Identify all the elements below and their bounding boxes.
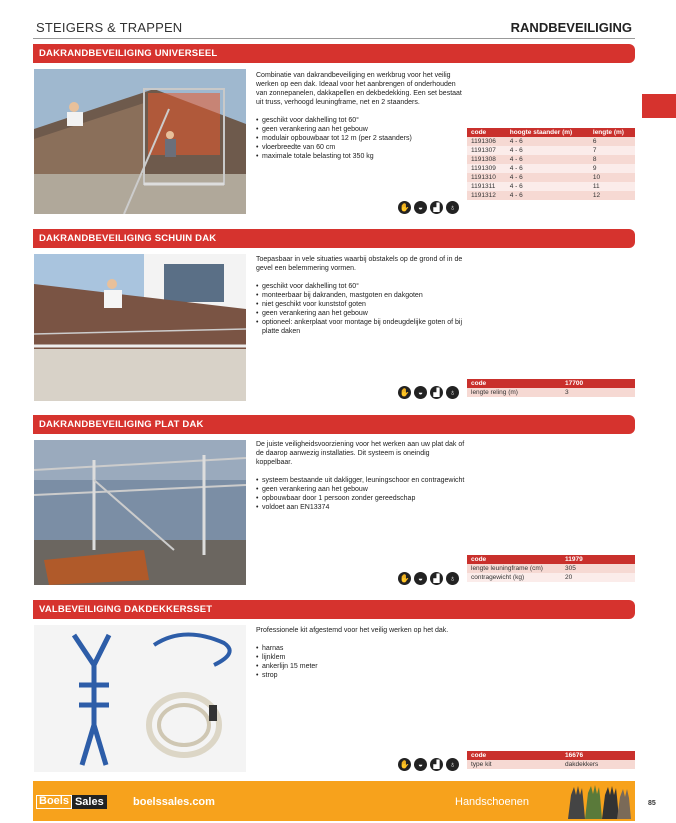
table-row (467, 182, 635, 191)
column-header: 17700 (561, 379, 635, 388)
harness-icon: ♁ (446, 572, 459, 585)
table-header-row (467, 379, 635, 388)
product-description-schuin-dak (256, 255, 466, 336)
side-tab-marker (642, 94, 676, 118)
feature-list (256, 282, 466, 336)
table-row (467, 155, 635, 164)
product-photo-universeel (34, 69, 246, 214)
description-text: De juiste veiligheidsvoorziening voor het werken aan uw plat dak of de daarop aanwezig installaties. Dit systeem is oneindig koppelbaar. (256, 441, 465, 466)
table-cell: type kit (467, 760, 561, 769)
helmet-icon: ◒ (414, 386, 427, 399)
table-cell: 8 (589, 155, 635, 164)
glove-icon: ✋ (399, 388, 410, 397)
description-text: Combinatie van dakrandbeveiliging en werkbrug voor het veilig werken op een dak. Ideaal voor het aanbrengen of onderhouden van zonnepanelen, dakkapellen en dekbedekking. Een set bestaat uit truss, verhoogd leuningframe, net en 2 staanders. (256, 72, 462, 106)
table-cell: 6 (589, 137, 635, 146)
product-photo-dakdekkersset (34, 625, 246, 772)
table-cell: 4 - 6 (506, 182, 589, 191)
table-row (467, 164, 635, 173)
description-text: Professionele kit afgestemd voor het veilig werken op het dak. (256, 627, 449, 634)
table-cell: 4 - 6 (506, 155, 589, 164)
table-row (467, 573, 635, 582)
feature-item: • strop (256, 671, 466, 680)
feature-item: • geschikt voor dakhelling tot 60° (256, 282, 466, 291)
product-photo-schuin-dak (34, 254, 246, 401)
helmet-icon: ◒ (414, 201, 427, 214)
table-row (467, 388, 635, 397)
table-cell: 4 - 6 (506, 173, 589, 182)
feature-item: • opbouwbaar door 1 persoon zonder gereedschap (256, 494, 466, 503)
feature-item: • systeem bestaande uit dakligger, leuningschoor en contragewicht (256, 476, 466, 485)
feature-item: • niet geschikt voor kunststof goten (256, 300, 466, 309)
spec-table-schuin-dak (467, 379, 635, 397)
table-cell: 11 (589, 182, 635, 191)
product-title-dakdekkersset: VALBEVEILIGING DAKDEKKERSSET (33, 600, 635, 619)
table-cell: 305 (561, 564, 635, 573)
table-row (467, 146, 635, 155)
spec-table-universeel (467, 128, 635, 200)
glove-icon: ✋ (399, 574, 410, 583)
page-number: 85 (648, 800, 656, 807)
glove-icon: ✋ (399, 760, 410, 769)
feature-item: • maximale totale belasting tot 350 kg (256, 152, 466, 161)
table-cell: 1191309 (467, 164, 506, 173)
ppe-icons (398, 758, 459, 771)
boot-icon: ▟ (430, 386, 443, 399)
table-cell: 1191308 (467, 155, 506, 164)
table-cell: 12 (589, 191, 635, 200)
ppe-icons (398, 386, 459, 399)
table-cell: 4 - 6 (506, 191, 589, 200)
column-header: 11979 (561, 555, 635, 564)
table-cell: contragewicht (kg) (467, 573, 561, 582)
spec-table-dakdekkersset (467, 751, 635, 769)
feature-item: • geschikt voor dakhelling tot 60° (256, 116, 466, 125)
table-cell: dakdekkers (561, 760, 635, 769)
feature-item: • monteerbaar bij dakranden, mastgoten en dakgoten (256, 291, 466, 300)
table-cell: 3 (561, 388, 635, 397)
table-row (467, 137, 635, 146)
column-header: lengte (m) (589, 128, 635, 137)
table-header-row (467, 555, 635, 564)
product-title-plat-dak: DAKRANDBEVEILIGING PLAT DAK (33, 415, 635, 434)
feature-item: • voldoet aan EN13374 (256, 503, 466, 512)
table-cell: lengte leuningframe (cm) (467, 564, 561, 573)
website-link[interactable]: boelssales.com (133, 796, 215, 808)
logo-part-sales: Sales (72, 795, 107, 809)
table-row (467, 564, 635, 573)
product-description-universeel (256, 71, 466, 161)
product-description-plat-dak (256, 440, 466, 512)
table-cell: 10 (589, 173, 635, 182)
product-description-dakdekkersset (256, 626, 466, 680)
category-title: STEIGERS & TRAPPEN (36, 20, 183, 35)
table-cell: 7 (589, 146, 635, 155)
table-cell: 1191312 (467, 191, 506, 200)
glove-icon: ✋ (399, 203, 410, 212)
table-cell: 1191311 (467, 182, 506, 191)
table-cell: 1191307 (467, 146, 506, 155)
logo-part-boels: Boels (36, 795, 72, 809)
table-row (467, 760, 635, 769)
column-header: 16676 (561, 751, 635, 760)
feature-item: • lijnklem (256, 653, 466, 662)
harness-icon: ♁ (446, 758, 459, 771)
table-header-row (467, 128, 635, 137)
table-cell: lengte reling (m) (467, 388, 561, 397)
helmet-icon: ◒ (414, 572, 427, 585)
section-title: RANDBEVEILIGING (510, 20, 632, 35)
column-header: code (467, 379, 561, 388)
table-cell: 9 (589, 164, 635, 173)
spec-table-plat-dak (467, 555, 635, 582)
table-cell: 4 - 6 (506, 164, 589, 173)
description-text: Toepasbaar in vele situaties waarbij obstakels op de grond of in de gevel een belemmering vormen. (256, 256, 463, 272)
feature-item: • optioneel: ankerplaat voor montage bij ondeugdelijke goten of bij platte daken (256, 318, 466, 336)
helmet-icon: ◒ (414, 758, 427, 771)
feature-list (256, 644, 466, 680)
feature-item: • ankerlijn 15 meter (256, 662, 466, 671)
table-cell: 20 (561, 573, 635, 582)
ppe-icons (398, 201, 459, 214)
table-row (467, 191, 635, 200)
header-divider (33, 38, 635, 39)
feature-item: • harnas (256, 644, 466, 653)
product-title-schuin-dak: DAKRANDBEVEILIGING SCHUIN DAK (33, 229, 635, 248)
harness-icon: ♁ (446, 386, 459, 399)
table-header-row (467, 751, 635, 760)
feature-item: • geen verankering aan het gebouw (256, 309, 466, 318)
table-cell: 1191310 (467, 173, 506, 182)
harness-icon: ♁ (446, 201, 459, 214)
table-cell: 1191306 (467, 137, 506, 146)
product-title-universeel: DAKRANDBEVEILIGING UNIVERSEEL (33, 44, 635, 63)
boels-sales-logo (36, 795, 107, 809)
feature-list (256, 476, 466, 512)
feature-item: • modulair opbouwbaar tot 12 m (per 2 staanders) (256, 134, 466, 143)
feature-item: • geen verankering aan het gebouw (256, 485, 466, 494)
column-header: code (467, 751, 561, 760)
table-cell: 4 - 6 (506, 137, 589, 146)
gloves-image (563, 783, 633, 819)
boot-icon: ▟ (430, 201, 443, 214)
boot-icon: ▟ (430, 758, 443, 771)
table-cell: 4 - 6 (506, 146, 589, 155)
feature-list (256, 116, 466, 161)
product-photo-plat-dak (34, 440, 246, 585)
column-header: code (467, 128, 506, 137)
footer-banner (33, 781, 635, 821)
column-header: code (467, 555, 561, 564)
promo-text: Handschoenen (455, 796, 530, 808)
ppe-icons (398, 572, 459, 585)
column-header: hoogte staander (m) (506, 128, 589, 137)
table-row (467, 173, 635, 182)
feature-item: • vloerbreedte van 60 cm (256, 143, 466, 152)
feature-item: • geen verankering aan het gebouw (256, 125, 466, 134)
boot-icon: ▟ (430, 572, 443, 585)
